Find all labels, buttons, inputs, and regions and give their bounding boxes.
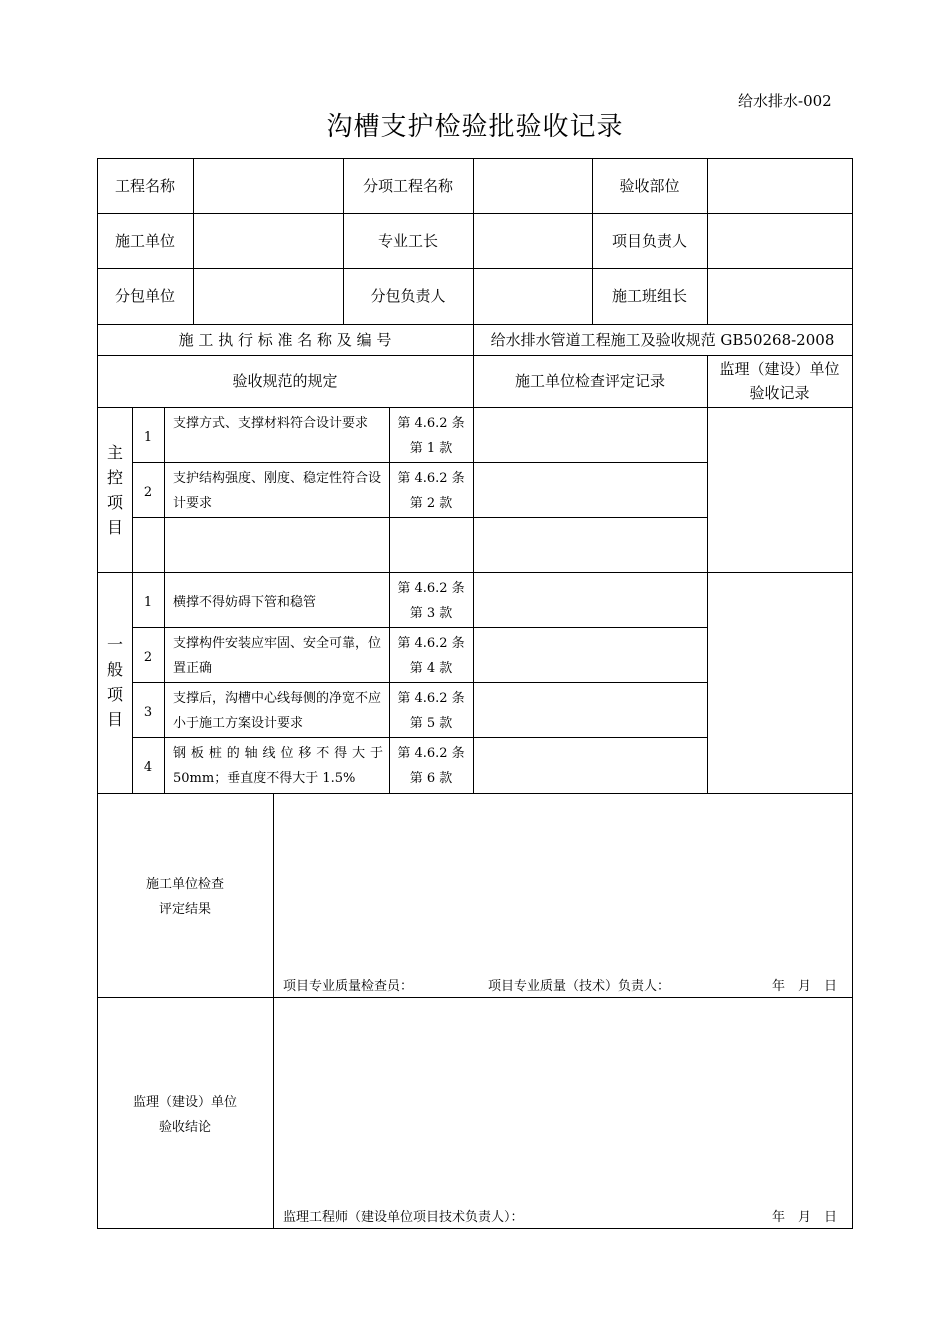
page-title: 沟槽支护检验批验收记录 <box>326 112 624 142</box>
general-item-clause-line2: 第 4 款 <box>409 661 453 676</box>
general-item-clause-line1: 第 4.6.2 条 <box>397 691 465 706</box>
main-items-group-label: 主控项目 <box>106 443 123 537</box>
main-item-clause-line1: 第 4.6.2 条 <box>397 416 465 431</box>
document-code: 给水排水-002 <box>738 92 832 110</box>
general-item-text: 钢板桩的轴线位移不得大于 50mm；垂直度不得大于 1.5% <box>173 746 383 786</box>
general-item-no: 1 <box>143 595 153 610</box>
general-item-text: 横撑不得妨碍下管和稳管 <box>173 595 317 610</box>
team-leader-label: 施工班组长 <box>611 287 687 305</box>
general-item-clause-line2: 第 6 款 <box>409 771 453 786</box>
quality-inspector-signature-label: 项目专业质量检查员： <box>283 979 414 994</box>
standard-label: 施 工 执 行 标 准 名 称 及 编 号 <box>178 331 392 349</box>
supervisor-record-header-line2: 验收记录 <box>749 384 810 402</box>
project-name-label: 工程名称 <box>114 177 175 195</box>
general-item-text: 支撑构件安装应牢固、安全可靠，位置正确 <box>173 636 382 676</box>
spec-column-header: 验收规范的规定 <box>232 372 338 390</box>
main-item-text: 支护结构强度、刚度、稳定性符合设计要求 <box>173 471 382 511</box>
main-item-clause-line2: 第 2 款 <box>409 496 453 511</box>
general-item-no: 3 <box>143 705 153 720</box>
general-items-group-label: 一般项目 <box>106 635 123 729</box>
subcontractor-label: 分包单位 <box>114 287 175 305</box>
general-item-clause-line2: 第 5 款 <box>409 716 453 731</box>
supervisor-conclusion-label-line2: 验收结论 <box>158 1120 211 1135</box>
general-item-clause-line2: 第 3 款 <box>409 606 453 621</box>
general-item-no: 4 <box>143 760 153 775</box>
main-item-clause-line1: 第 4.6.2 条 <box>397 471 465 486</box>
general-item-clause-line1: 第 4.6.2 条 <box>397 581 465 596</box>
general-item-text: 支撑后，沟槽中心线每侧的净宽不应小于施工方案设计要求 <box>173 691 382 731</box>
sub-item-label: 分项工程名称 <box>362 177 453 195</box>
contractor-result-label-line1: 施工单位检查 <box>145 877 224 892</box>
contractor-result-label-line2: 评定结果 <box>158 902 211 917</box>
general-item-clause-line1: 第 4.6.2 条 <box>397 636 465 651</box>
quality-manager-signature-label: 项目专业质量（技术）负责人： <box>488 979 671 994</box>
contractor-date: 年 月 日 <box>772 979 838 994</box>
acceptance-part-label: 验收部位 <box>619 177 680 195</box>
project-manager-label: 项目负责人 <box>611 232 687 250</box>
supervisor-date: 年 月 日 <box>772 1210 838 1225</box>
contractor-label: 施工单位 <box>114 232 175 250</box>
foreman-label: 专业工长 <box>377 232 438 250</box>
main-item-no: 2 <box>143 485 153 500</box>
general-item-clause-line1: 第 4.6.2 条 <box>397 746 465 761</box>
standard-value: 给水排水管道工程施工及验收规范 GB50268-2008 <box>490 331 835 349</box>
supervisor-conclusion-label-line1: 监理（建设）单位 <box>132 1095 237 1110</box>
main-item-clause-line2: 第 1 款 <box>409 441 453 456</box>
main-item-no: 1 <box>143 430 153 445</box>
contractor-record-header: 施工单位检查评定记录 <box>514 372 665 390</box>
supervising-engineer-signature-label: 监理工程师（建设单位项目技术负责人）： <box>283 1210 524 1225</box>
general-item-no: 2 <box>143 650 153 665</box>
supervisor-record-header-line1: 监理（建设）单位 <box>719 360 840 378</box>
main-item-text: 支撑方式、支撑材料符合设计要求 <box>173 416 369 431</box>
sub-manager-label: 分包负责人 <box>370 287 446 305</box>
